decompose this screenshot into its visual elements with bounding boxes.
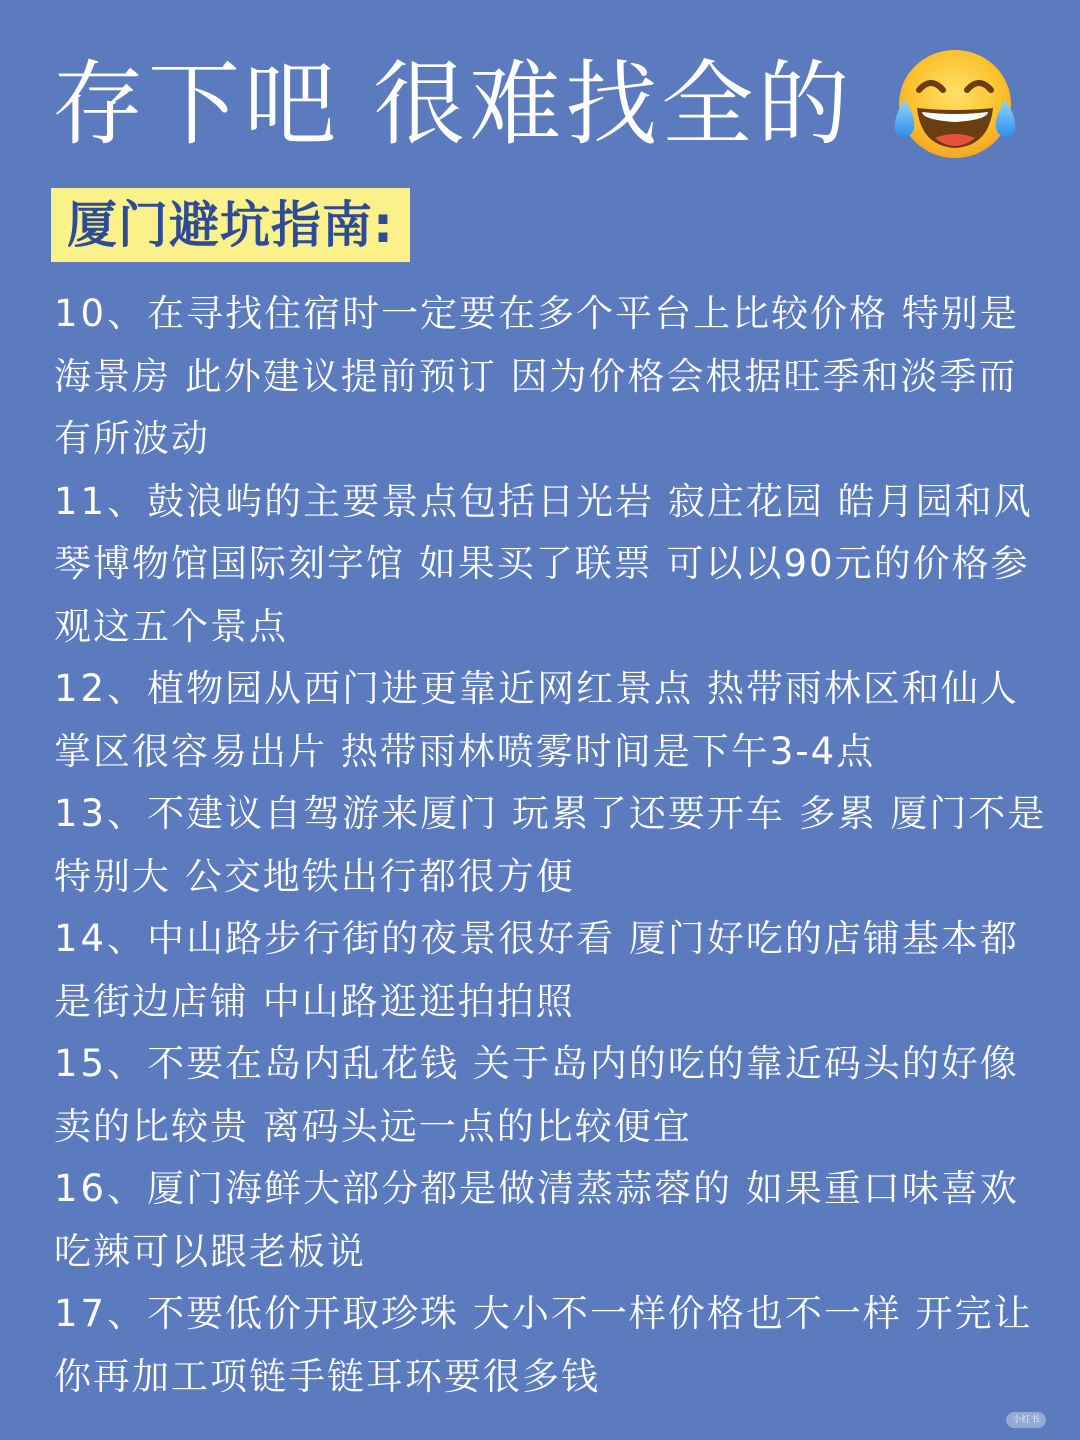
tip-number: 10、 — [54, 292, 148, 335]
tip-text: 不要在岛内乱花钱 关于岛内的吃的靠近码头的好像卖的比较贵 离码头远一点的比较便宜 — [54, 1042, 1019, 1148]
tip-number: 12、 — [54, 667, 148, 710]
tip-text: 在寻找住宿时一定要在多个平台上比较价格 特别是海景房 此外建议提前预订 因为价格会根据旺季和淡季而有所波动 — [54, 292, 1019, 460]
tip-number: 14、 — [54, 917, 148, 960]
tip-item — [54, 1158, 1054, 1283]
tip-item — [54, 783, 1054, 908]
tip-text: 鼓浪屿的主要景点包括日光岩 寂庄花园 皓月园和风琴博物馆国际刻字馆 如果买了联票 可以以90元的价格参观这五个景点 — [54, 479, 1033, 648]
tip-text: 植物园从西门进更靠近网红景点 热带雨林区和仙人掌区很容易出片 热带雨林喷雾时间是下午3-4点 — [54, 667, 1019, 773]
tips-list — [54, 283, 1054, 1408]
tip-text: 中山路步行街的夜景很好看 厦门好吃的店铺基本都是街边店铺 中山路逛逛拍拍照 — [54, 917, 1019, 1023]
subtitle-highlight — [51, 188, 410, 262]
tip-number: 17、 — [54, 1292, 148, 1335]
face-with-tears-of-joy-icon — [891, 46, 1019, 164]
tip-text: 不要低价开取珍珠 大小不一样价格也不一样 开完让你再加工项链手链耳环要很多钱 — [54, 1292, 1033, 1398]
tip-item — [54, 1033, 1054, 1158]
tip-item — [54, 658, 1054, 783]
tip-text: 不建议自驾游来厦门 玩累了还要开车 多累 厦门不是特别大 公交地铁出行都很方便 — [54, 792, 1047, 898]
tip-item — [54, 283, 1054, 471]
tip-item — [54, 471, 1054, 659]
tip-text: 厦门海鲜大部分都是做清蒸蒜蓉的 如果重口味喜欢吃辣可以跟老板说 — [54, 1167, 1019, 1273]
title-row — [52, 40, 1042, 170]
watermark: 小红书 — [1006, 1412, 1046, 1428]
tip-number: 13、 — [54, 792, 148, 835]
tip-number: 16、 — [54, 1167, 148, 1210]
tip-item — [54, 908, 1054, 1033]
subtitle: 厦门避坑指南: — [67, 196, 394, 254]
tip-number: 11、 — [54, 479, 148, 523]
tip-number: 15、 — [54, 1042, 148, 1085]
page-title: 存下吧 很难找全的 — [52, 51, 854, 158]
tip-item — [54, 1283, 1054, 1408]
